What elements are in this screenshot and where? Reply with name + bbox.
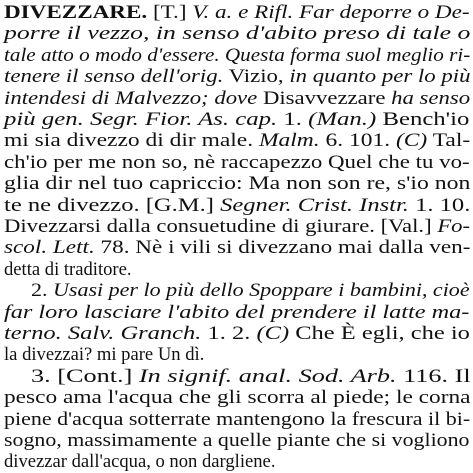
entry-line xyxy=(4,387,471,409)
entry-line xyxy=(31,280,470,302)
entry-line xyxy=(4,430,469,452)
text: [T.] xyxy=(147,2,193,23)
text: Disavvezzare xyxy=(257,87,392,109)
entry-line xyxy=(4,409,470,431)
italic-text: Fo- xyxy=(437,216,471,237)
entry-line xyxy=(4,344,204,366)
text: mi sia divezzo di dir male. xyxy=(4,130,259,152)
text: divezzar dall'acqua, o non dargliene. xyxy=(4,451,276,473)
entry-line xyxy=(4,451,275,473)
text: 78. Nè i vili si divezzano mai dalla ven- xyxy=(94,237,471,259)
entry-line xyxy=(4,2,470,24)
italic-text: (C) xyxy=(395,130,428,152)
entry-line xyxy=(4,259,132,281)
italic-text: ha senso xyxy=(391,87,471,109)
entry-line xyxy=(4,152,470,174)
text: Bench'io xyxy=(376,109,470,130)
italic-text: intendesi di Malvezzo; dove xyxy=(4,87,258,109)
text: 6. 101. xyxy=(319,130,396,152)
italic-text: più gen. Segr. Fior. As. cap. xyxy=(4,109,278,130)
entry-line xyxy=(4,237,470,259)
text: ch'io per me non so, nè raccapezzo Quel che tu vo- xyxy=(4,151,470,173)
headword: DIVEZZARE. xyxy=(4,2,148,23)
text: Che È egli, che io xyxy=(289,323,470,344)
text: 2. xyxy=(31,280,54,302)
italic-text: terno. Salv. Granch. xyxy=(4,323,202,344)
text: 1. 10. xyxy=(408,194,471,216)
entry-line xyxy=(4,130,470,152)
italic-text: porre il vezzo, in senso d'abito preso di tale o xyxy=(4,23,471,45)
text: glia dir nel tuo capriccio: Ma non son re, s'io non xyxy=(4,173,471,195)
entry-line xyxy=(4,109,469,131)
italic-text: (Man.) xyxy=(308,109,377,130)
italic-text: In signif. anal. Sod. Arb. xyxy=(138,365,397,387)
text: Divezzarsi dalla consuetudine di giurare. [Val.] xyxy=(4,216,438,237)
italic-text: tenere il senso dell'orig. xyxy=(4,66,224,88)
italic-text: Usasi per lo più dello Spoppare i bambini, cioè xyxy=(53,280,470,302)
italic-text: Malm. xyxy=(258,130,320,152)
entry-line xyxy=(4,66,470,88)
italic-text: in quanto per lo più xyxy=(289,66,471,88)
text: 3. [Cont.] xyxy=(31,365,139,387)
text: la divezzai? mi pare Un dì. xyxy=(4,344,205,366)
italic-text: Segner. Crist. Instr. xyxy=(220,194,409,216)
entry-line xyxy=(4,23,470,45)
entry-line xyxy=(4,216,470,238)
text: piene d'acqua sotterrate mantengono la frescura il bi- xyxy=(4,408,471,430)
text: 116. Il xyxy=(396,365,471,387)
italic-text: V. a. e Rifl. Far deporre o De- xyxy=(192,2,470,23)
text: Tal- xyxy=(427,130,471,152)
entry-line xyxy=(4,302,469,324)
italic-text: scol. Lett. xyxy=(4,237,95,259)
entry-line xyxy=(4,323,470,345)
text: detta di traditore. xyxy=(4,258,132,280)
italic-text: far loro lasciare l'abito del prendere il latte ma- xyxy=(4,301,470,323)
dictionary-entry xyxy=(4,2,471,473)
text: sogno, massimamente a quelle piante che si vogliono xyxy=(4,430,470,451)
italic-text: tale atto o modo d'essere. Questa forma suol meglio ri- xyxy=(4,44,471,66)
text: te ne divezzo. [G.M.] xyxy=(4,194,221,216)
entry-line xyxy=(4,195,470,217)
entry-line xyxy=(31,366,471,388)
entry-line xyxy=(4,45,470,67)
italic-text: (C) xyxy=(256,323,290,344)
entry-line xyxy=(4,88,470,110)
text: pesco ama l'acqua che gli scorra al piede; le corna xyxy=(4,387,471,409)
text: 1. xyxy=(277,109,309,130)
entry-line xyxy=(4,173,470,195)
text: Vizio, xyxy=(223,66,290,88)
text: 1. 2. xyxy=(201,323,257,344)
